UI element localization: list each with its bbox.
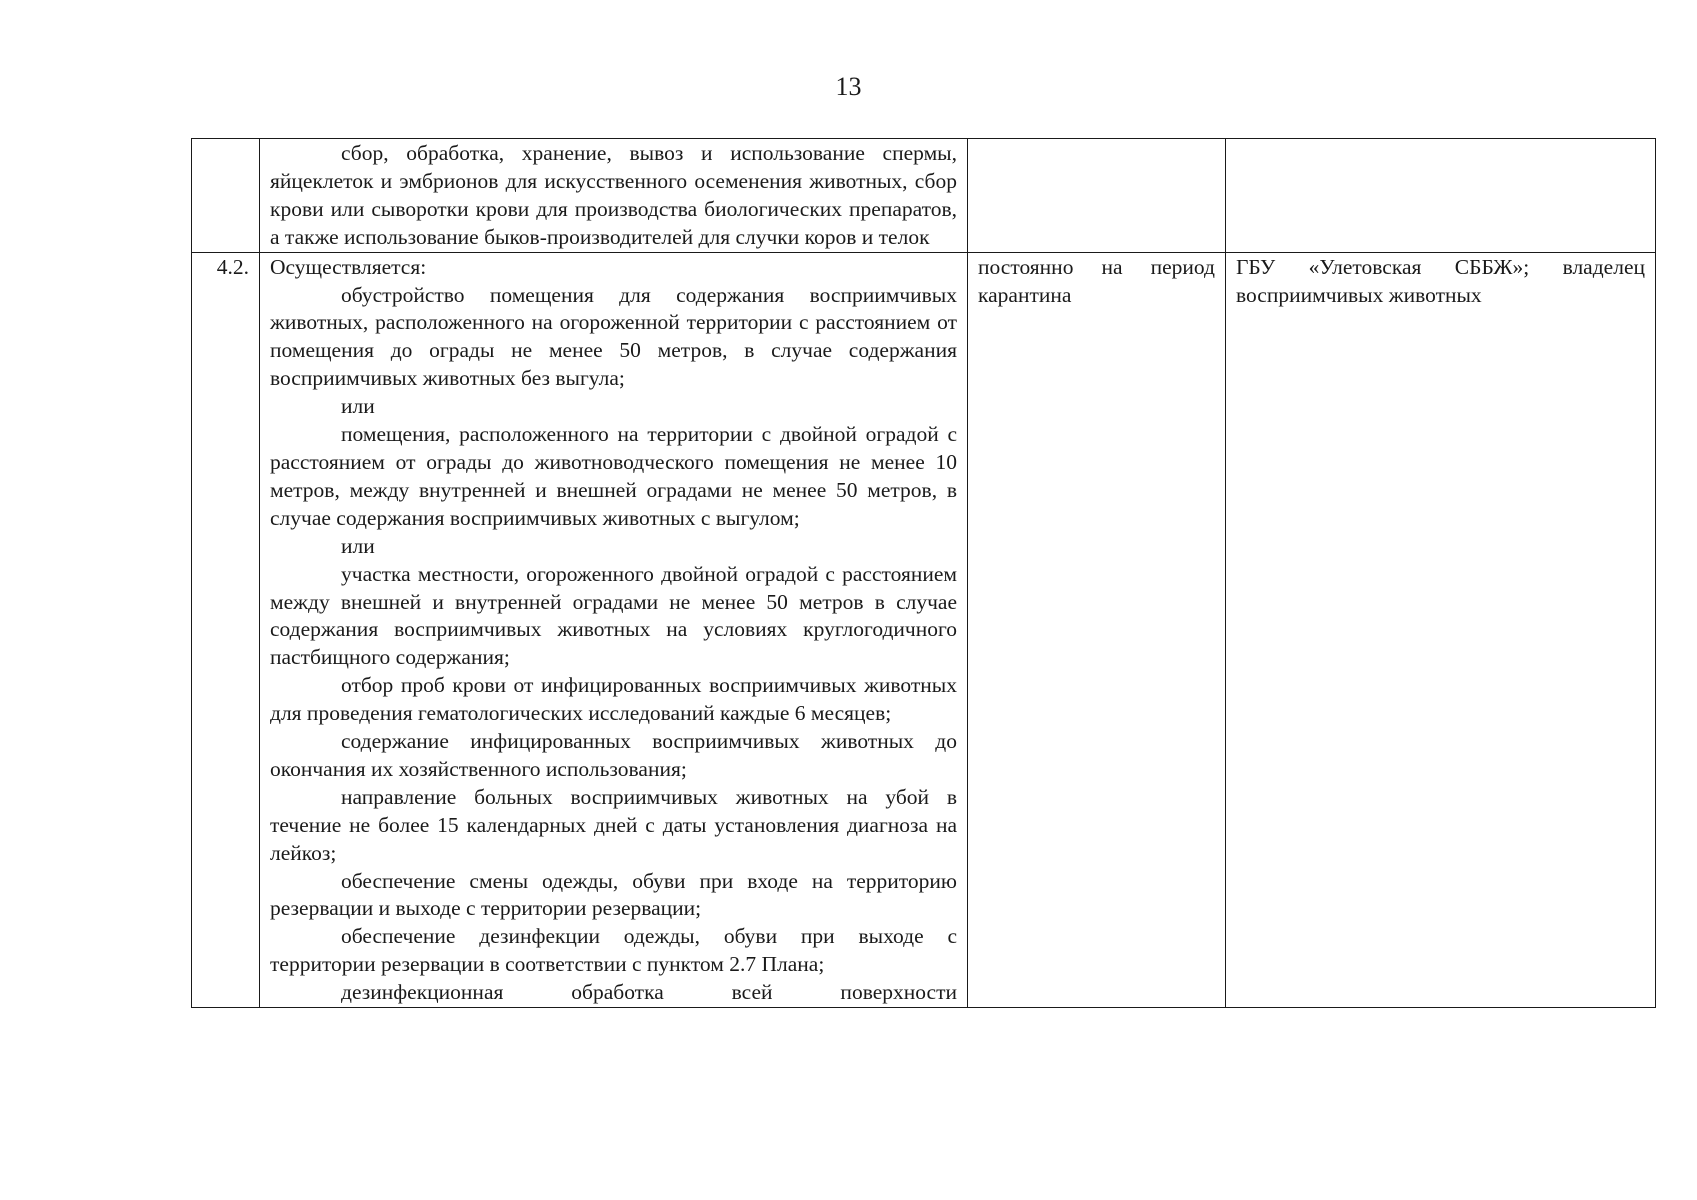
term-text: постоянно на период карантина — [978, 254, 1215, 307]
measure-paragraph: отбор проб крови от инфицированных восприимчивых животных для проведения гематологических исследований каждые 6 месяцев; — [270, 673, 957, 726]
item-number-cell: 4.2. — [192, 252, 260, 1007]
measures-table — [191, 138, 1656, 1008]
measure-paragraph: сбор, обработка, хранение, вывоз и использование спермы, яйцеклеток и эмбрионов для искусственного осеменения животных, сбор крови или сыворотки крови для производства биологических препаратов, а также использование быков-производителей для случки коров и телок — [270, 141, 957, 249]
responsible-cell — [1226, 252, 1656, 1007]
page-number: 13 — [835, 72, 862, 101]
measure-paragraph: дезинфекционная обработка всей поверхности — [341, 980, 957, 1005]
measure-paragraph: содержание инфицированных восприимчивых животных до окончания их хозяйственного использования; — [270, 729, 957, 781]
measure-paragraph: Осуществляется: — [270, 254, 427, 279]
table-row — [192, 252, 1656, 1007]
responsible-cell — [1226, 139, 1656, 253]
measure-paragraph: или — [341, 394, 375, 419]
measure-cell — [260, 252, 968, 1007]
measure-paragraph: направление больных восприимчивых животных на убой в течение не более 15 календарных дней с даты установления диагноза на лейкоз; — [270, 784, 957, 865]
measure-paragraph: помещения, расположенного на территории с двойной оградой с расстоянием от ограды до животноводческого помещения не менее 10 метров, между внутренней и внешней оградами не менее 50 метров, в случае содержания восприимчивых животных с выгулом; — [270, 422, 957, 530]
measure-paragraph: или — [341, 533, 375, 558]
responsible-text: ГБУ «Улетовская СББЖ»; владелец восприимчивых животных — [1236, 254, 1645, 307]
measure-paragraph: обеспечение дезинфекции одежды, обуви при выходе с территории резервации в соответствии с пунктом 2.7 Плана; — [270, 924, 957, 977]
item-number-cell — [192, 139, 260, 253]
term-cell — [968, 139, 1226, 253]
measure-paragraph: участка местности, огороженного двойной оградой с расстоянием между внешней и внутренней оградами не менее 50 метров в случае содержания восприимчивых животных на условиях круглогодичного пастбищного содержания; — [270, 561, 957, 670]
measure-paragraph: обеспечение смены одежды, обуви при входе на территорию резервации и выходе с территории резервации; — [270, 868, 957, 921]
table-row — [192, 139, 1656, 253]
measure-cell — [260, 139, 968, 253]
term-cell — [968, 252, 1226, 1007]
measure-paragraph: обустройство помещения для содержания восприимчивых животных, расположенного на огороженной территории с расстоянием от помещения до ограды не менее 50 метров, в случае содержания восприимчивых животных без выгула; — [270, 282, 957, 391]
